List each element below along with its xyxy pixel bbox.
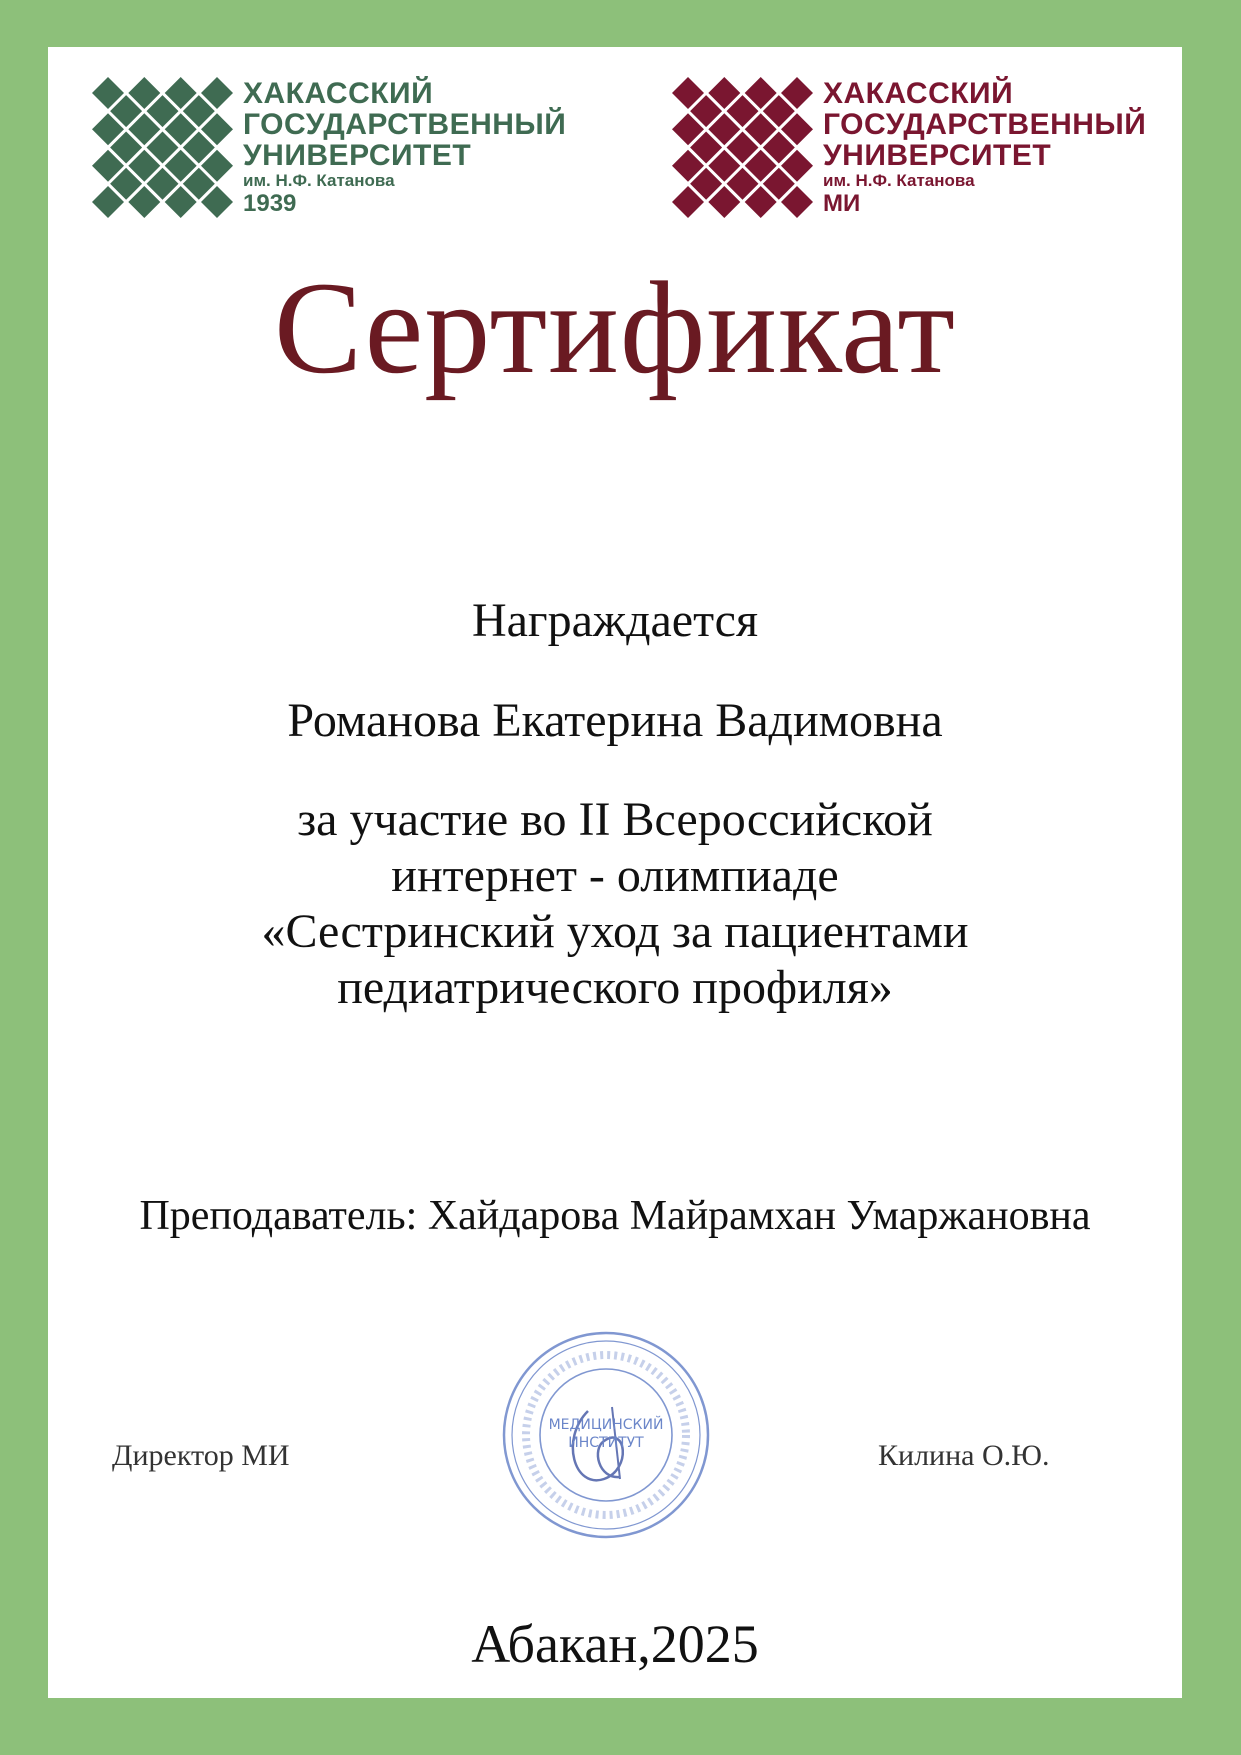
description-line: «Сестринский уход за пациентами [261,905,969,958]
logo-line: ХАКАССКИЙ [823,77,1014,110]
description-line: интернет - олимпиаде [391,849,839,902]
university-logo-mi [670,75,1175,235]
stamp-line: МЕДИЦИНСКИЙ [548,1417,664,1433]
logo-text [823,79,1146,216]
logo-tag: МИ [823,190,861,217]
university-logo-1939 [90,75,590,235]
logo-subtitle: им. Н.Ф. Катанова [823,171,975,190]
recipient-name: Романова Екатерина Вадимовна [287,694,943,747]
logo-tag: 1939 [243,190,297,217]
logo-line: УНИВЕРСИТЕТ [243,139,472,172]
place-date: Абакан,2025 [471,1614,759,1674]
diamond-pattern-logo-icon [670,75,815,220]
logo-line: ГОСУДАРСТВЕННЫЙ [823,108,1147,141]
stamp-line: ИНСТИТУТ [568,1435,644,1451]
award-description [48,792,1182,1016]
description-line: за участие во II Всероссийской [297,793,933,846]
official-stamp-icon [500,1329,712,1541]
diamond-pattern-logo-icon [90,75,235,220]
teacher-line: Преподаватель: Хайдарова Майрамхан Умаржановна [139,1193,1091,1239]
logo-text [243,79,566,216]
description-line: педиатрического профиля» [337,961,893,1014]
logo-line: УНИВЕРСИТЕТ [823,139,1052,172]
logo-subtitle: им. Н.Ф. Катанова [243,171,395,190]
awarded-label: Награждается [471,594,759,647]
logo-line: ХАКАССКИЙ [243,77,434,110]
certificate-title: Сертификат [274,254,956,401]
signer-position: Директор МИ [112,1439,290,1472]
logo-line: ГОСУДАРСТВЕННЫЙ [243,108,567,141]
signer-name: Килина О.Ю. [878,1439,1050,1472]
certificate-sheet [48,47,1182,1698]
